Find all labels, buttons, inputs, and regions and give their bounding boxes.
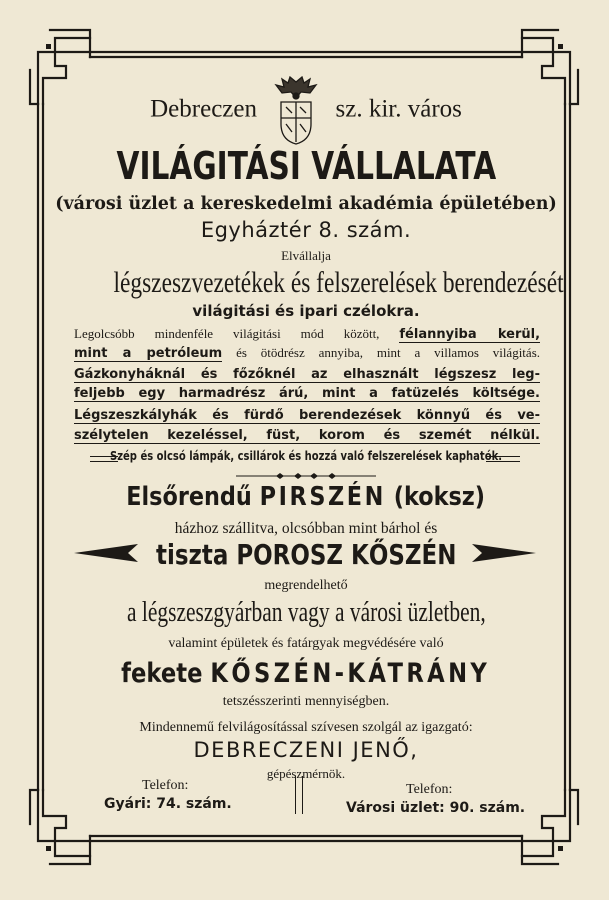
title: VILÁGITÁSI VÁLLALATA xyxy=(116,144,496,188)
para1-line2: mint a petróleum és ötödrész annyiba, mint a villamos világitás. xyxy=(74,345,541,361)
lamps: Szép és olcsó lámpák, csillárok és hozzá való felszerelések kaphatók. xyxy=(109,448,503,463)
coal-line: tiszta POROSZ KŐSZÉN xyxy=(155,538,457,571)
coat-of-arms-icon xyxy=(273,76,319,146)
phone-right-label: Telefon: xyxy=(406,782,453,797)
elvallalja: Elvállalja xyxy=(281,248,331,263)
director: DEBRECZENI JENŐ, xyxy=(193,738,419,762)
para3-line2: szélytelen kezeléssel, füst, korom és szemét nélkül. xyxy=(74,428,540,443)
phone-left-value: Gyári: 74. szám. xyxy=(104,796,232,812)
header-city: Debreczen xyxy=(150,95,257,123)
delivery: házhoz szállitva, olcsóbban mint bárhol és xyxy=(174,520,438,537)
quantity: tetszésszerinti mennyiségben. xyxy=(222,694,390,709)
phone-divider xyxy=(295,776,303,814)
phone-right-value: Városi üzlet: 90. szám. xyxy=(346,800,526,816)
tar-line: fekete KŐSZÉN-KÁTRÁNY xyxy=(121,658,491,689)
director-title: gépészmérnök. xyxy=(266,766,346,781)
address: Egyháztér 8. szám. xyxy=(200,218,412,242)
subtitle: (városi üzlet a kereskedelmi akadémia épületében) xyxy=(55,194,557,214)
coke-line: Elsőrendű PIRSZÉN (koksz) xyxy=(126,482,486,512)
para2-line2: feljebb egy harmadrész árú, mint a fatüzelés költsége. xyxy=(74,386,540,401)
info: Mindennemű felvilágosítással szívesen szolgál az igazgató: xyxy=(139,720,473,735)
header-status: sz. kir. város xyxy=(335,95,462,123)
ornament-divider-icon xyxy=(236,472,376,480)
para3-line1: Légszeszkályhák és fürdő berendezések könnyű és ve- xyxy=(74,408,540,423)
arrow-right-icon xyxy=(472,544,536,562)
order: megrendelhető xyxy=(264,578,348,593)
advertisement xyxy=(50,62,562,832)
protect: valamint épületek és fatárgyak megvédésére való xyxy=(168,636,444,651)
gas-lines: légszeszvezetékek és felszerelések berendezését xyxy=(113,266,564,299)
lamps-rule-right xyxy=(486,456,520,462)
purpose: világitási és ipari czélokra. xyxy=(192,302,420,320)
header-line xyxy=(50,76,562,146)
where: a légszeszgyárban vagy a városi üzletben, xyxy=(126,596,486,628)
phone-left-label: Telefon: xyxy=(142,778,189,793)
para2-line1: Gázkonyháknál és főzőknél az elhasznált légszesz leg- xyxy=(74,367,540,382)
para1-line1: Legolcsóbb mindenféle világitási mód között, félannyiba kerül, xyxy=(74,326,541,342)
